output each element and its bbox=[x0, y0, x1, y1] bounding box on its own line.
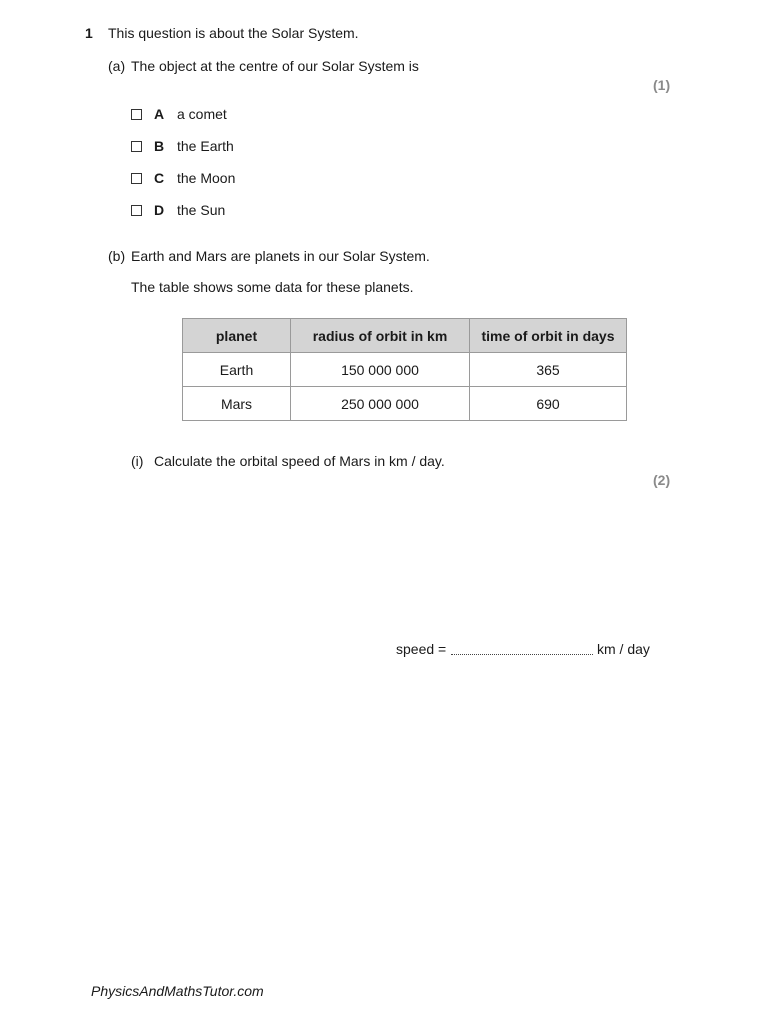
option-a-checkbox[interactable] bbox=[131, 109, 142, 120]
cell-planet: Earth bbox=[183, 353, 291, 387]
table-row bbox=[183, 387, 627, 421]
cell-time: 690 bbox=[470, 387, 627, 421]
option-c-checkbox[interactable] bbox=[131, 173, 142, 184]
part-b-text: Earth and Mars are planets in our Solar System. bbox=[131, 248, 430, 264]
option-c-text: the Moon bbox=[177, 170, 236, 186]
header-time: time of orbit in days bbox=[470, 319, 627, 353]
part-a-marks: (1) bbox=[653, 77, 671, 93]
option-a-text: a comet bbox=[177, 106, 227, 122]
option-b-letter: B bbox=[154, 138, 165, 154]
cell-planet: Mars bbox=[183, 387, 291, 421]
table-row bbox=[183, 353, 627, 387]
sub-i-text: Calculate the orbital speed of Mars in km / day. bbox=[154, 453, 445, 469]
part-a-text: The object at the centre of our Solar System is bbox=[131, 58, 419, 74]
sub-i-label: (i) bbox=[131, 453, 144, 469]
option-b-text: the Earth bbox=[177, 138, 234, 154]
cell-radius: 250 000 000 bbox=[291, 387, 470, 421]
answer-unit: km / day bbox=[597, 641, 650, 657]
answer-prefix: speed = bbox=[396, 641, 447, 657]
header-planet: planet bbox=[183, 319, 291, 353]
option-d-checkbox[interactable] bbox=[131, 205, 142, 216]
part-a-label: (a) bbox=[108, 58, 126, 74]
table-intro: The table shows some data for these planets. bbox=[131, 279, 414, 295]
question-number: 1 bbox=[85, 25, 93, 41]
cell-time: 365 bbox=[470, 353, 627, 387]
option-d-letter: D bbox=[154, 202, 165, 218]
table-header-row bbox=[183, 319, 627, 353]
option-a-letter: A bbox=[154, 106, 165, 122]
planet-data-table bbox=[182, 318, 627, 421]
cell-radius: 150 000 000 bbox=[291, 353, 470, 387]
part-b-label: (b) bbox=[108, 248, 126, 264]
header-radius: radius of orbit in km bbox=[291, 319, 470, 353]
option-d-text: the Sun bbox=[177, 202, 226, 218]
sub-i-marks: (2) bbox=[653, 472, 671, 488]
option-c-letter: C bbox=[154, 170, 165, 186]
answer-line[interactable] bbox=[451, 654, 593, 655]
footer-text: PhysicsAndMathsTutor.com bbox=[91, 983, 264, 999]
question-intro: This question is about the Solar System. bbox=[108, 25, 359, 41]
option-b-checkbox[interactable] bbox=[131, 141, 142, 152]
